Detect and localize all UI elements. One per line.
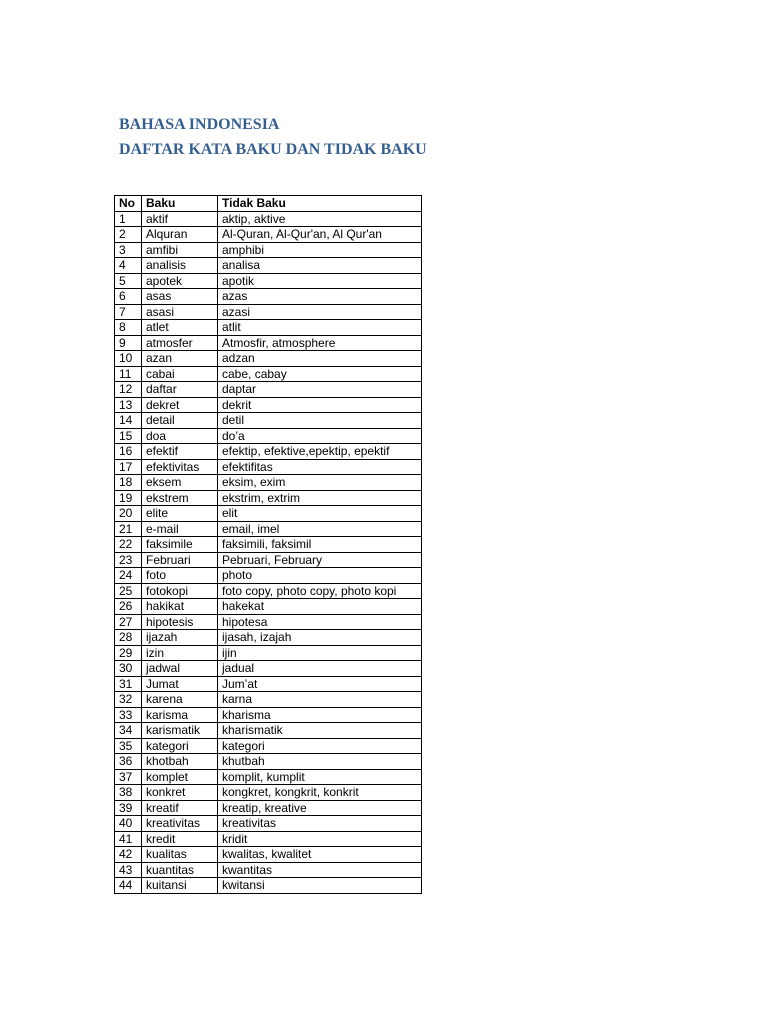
cell-baku: konkret (142, 785, 218, 801)
cell-tidak-baku: karna (218, 692, 422, 708)
cell-no: 33 (115, 707, 142, 723)
cell-tidak-baku: ijin (218, 645, 422, 661)
cell-tidak-baku: kategori (218, 738, 422, 754)
cell-tidak-baku: jadual (218, 661, 422, 677)
table-row (115, 645, 422, 661)
cell-no: 7 (115, 304, 142, 320)
cell-no: 5 (115, 273, 142, 289)
table-header-row (115, 196, 422, 212)
cell-baku: karismatik (142, 723, 218, 739)
cell-no: 30 (115, 661, 142, 677)
cell-tidak-baku: email, imel (218, 521, 422, 537)
document-subtitle: DAFTAR KATA BAKU DAN TIDAK BAKU (119, 141, 427, 158)
table-row (115, 831, 422, 847)
cell-baku: efektif (142, 444, 218, 460)
table-row (115, 800, 422, 816)
cell-no: 3 (115, 242, 142, 258)
header-tidak-baku: Tidak Baku (218, 196, 422, 212)
table-row (115, 304, 422, 320)
table-row (115, 769, 422, 785)
cell-baku: kualitas (142, 847, 218, 863)
table-row (115, 366, 422, 382)
cell-baku: Alquran (142, 227, 218, 243)
cell-baku: dekret (142, 397, 218, 413)
cell-tidak-baku: kongkret, kongkrit, konkrit (218, 785, 422, 801)
cell-no: 4 (115, 258, 142, 274)
cell-baku: elite (142, 506, 218, 522)
cell-baku: analisis (142, 258, 218, 274)
cell-tidak-baku: kridit (218, 831, 422, 847)
cell-no: 19 (115, 490, 142, 506)
table-row (115, 707, 422, 723)
cell-tidak-baku: dekrit (218, 397, 422, 413)
table-row (115, 490, 422, 506)
cell-baku: ijazah (142, 630, 218, 646)
table-row (115, 537, 422, 553)
cell-no: 15 (115, 428, 142, 444)
cell-tidak-baku: foto copy, photo copy, photo kopi (218, 583, 422, 599)
table-row (115, 475, 422, 491)
cell-baku: Jumat (142, 676, 218, 692)
cell-baku: azan (142, 351, 218, 367)
cell-no: 2 (115, 227, 142, 243)
cell-baku: eksem (142, 475, 218, 491)
cell-baku: kategori (142, 738, 218, 754)
cell-tidak-baku: Jum’at (218, 676, 422, 692)
cell-no: 34 (115, 723, 142, 739)
cell-no: 9 (115, 335, 142, 351)
cell-tidak-baku: kharismatik (218, 723, 422, 739)
cell-tidak-baku: daptar (218, 382, 422, 398)
table-row (115, 273, 422, 289)
table-row (115, 661, 422, 677)
cell-no: 23 (115, 552, 142, 568)
table-row (115, 242, 422, 258)
cell-tidak-baku: kwitansi (218, 878, 422, 894)
cell-no: 40 (115, 816, 142, 832)
table-row (115, 459, 422, 475)
cell-baku: kreativitas (142, 816, 218, 832)
table-row (115, 816, 422, 832)
cell-tidak-baku: hakekat (218, 599, 422, 615)
table-row (115, 599, 422, 615)
table-row (115, 878, 422, 894)
cell-baku: Februari (142, 552, 218, 568)
cell-baku: ekstrem (142, 490, 218, 506)
cell-no: 13 (115, 397, 142, 413)
cell-no: 26 (115, 599, 142, 615)
cell-tidak-baku: azasi (218, 304, 422, 320)
table-row (115, 444, 422, 460)
cell-baku: kredit (142, 831, 218, 847)
cell-tidak-baku: amphibi (218, 242, 422, 258)
cell-no: 17 (115, 459, 142, 475)
cell-no: 25 (115, 583, 142, 599)
cell-baku: izin (142, 645, 218, 661)
cell-baku: doa (142, 428, 218, 444)
table-row (115, 738, 422, 754)
cell-no: 44 (115, 878, 142, 894)
cell-tidak-baku: Pebruari, February (218, 552, 422, 568)
cell-no: 8 (115, 320, 142, 336)
cell-no: 20 (115, 506, 142, 522)
cell-tidak-baku: azas (218, 289, 422, 305)
cell-no: 29 (115, 645, 142, 661)
cell-tidak-baku: Al-Quran, Al-Qur'an, Al Qur'an (218, 227, 422, 243)
cell-baku: komplet (142, 769, 218, 785)
cell-no: 22 (115, 537, 142, 553)
table-body (115, 211, 422, 893)
cell-tidak-baku: efektip, efektive,epektip, epektif (218, 444, 422, 460)
cell-baku: karena (142, 692, 218, 708)
cell-tidak-baku: kwantitas (218, 862, 422, 878)
table-row (115, 614, 422, 630)
cell-tidak-baku: eksim, exim (218, 475, 422, 491)
cell-tidak-baku: kwalitas, kwalitet (218, 847, 422, 863)
cell-tidak-baku: hipotesa (218, 614, 422, 630)
word-list-table (114, 195, 422, 894)
cell-no: 12 (115, 382, 142, 398)
cell-tidak-baku: elit (218, 506, 422, 522)
cell-tidak-baku: adzan (218, 351, 422, 367)
cell-baku: karisma (142, 707, 218, 723)
table-row (115, 630, 422, 646)
table-row (115, 785, 422, 801)
table-row (115, 723, 422, 739)
table-row (115, 351, 422, 367)
cell-baku: amfibi (142, 242, 218, 258)
cell-no: 38 (115, 785, 142, 801)
cell-tidak-baku: kreativitas (218, 816, 422, 832)
cell-baku: kuitansi (142, 878, 218, 894)
table-row (115, 552, 422, 568)
cell-no: 37 (115, 769, 142, 785)
cell-baku: asas (142, 289, 218, 305)
table-row (115, 227, 422, 243)
cell-no: 1 (115, 211, 142, 227)
cell-baku: hakikat (142, 599, 218, 615)
table-row (115, 754, 422, 770)
cell-baku: e-mail (142, 521, 218, 537)
cell-tidak-baku: ijasah, izajah (218, 630, 422, 646)
cell-tidak-baku: do’a (218, 428, 422, 444)
cell-no: 43 (115, 862, 142, 878)
table-row (115, 506, 422, 522)
cell-no: 28 (115, 630, 142, 646)
cell-baku: efektivitas (142, 459, 218, 475)
cell-tidak-baku: aktip, aktive (218, 211, 422, 227)
cell-no: 10 (115, 351, 142, 367)
cell-tidak-baku: Atmosfir, atmosphere (218, 335, 422, 351)
table-row (115, 382, 422, 398)
cell-tidak-baku: efektifitas (218, 459, 422, 475)
cell-baku: atmosfer (142, 335, 218, 351)
cell-baku: fotokopi (142, 583, 218, 599)
cell-no: 42 (115, 847, 142, 863)
cell-baku: apotek (142, 273, 218, 289)
cell-baku: aktif (142, 211, 218, 227)
cell-baku: cabai (142, 366, 218, 382)
table-row (115, 521, 422, 537)
cell-no: 11 (115, 366, 142, 382)
table-row (115, 211, 422, 227)
cell-no: 32 (115, 692, 142, 708)
table-row (115, 289, 422, 305)
table-row (115, 676, 422, 692)
cell-tidak-baku: faksimili, faksimil (218, 537, 422, 553)
cell-baku: daftar (142, 382, 218, 398)
cell-tidak-baku: analisa (218, 258, 422, 274)
table-row (115, 258, 422, 274)
cell-baku: kreatif (142, 800, 218, 816)
cell-tidak-baku: komplit, kumplit (218, 769, 422, 785)
table-row (115, 320, 422, 336)
cell-no: 16 (115, 444, 142, 460)
cell-tidak-baku: khutbah (218, 754, 422, 770)
cell-no: 35 (115, 738, 142, 754)
cell-tidak-baku: detil (218, 413, 422, 429)
cell-tidak-baku: kreatip, kreative (218, 800, 422, 816)
cell-tidak-baku: atlit (218, 320, 422, 336)
table-row (115, 583, 422, 599)
cell-baku: asasi (142, 304, 218, 320)
cell-no: 14 (115, 413, 142, 429)
cell-no: 39 (115, 800, 142, 816)
table-row (115, 335, 422, 351)
cell-baku: faksimile (142, 537, 218, 553)
cell-tidak-baku: photo (218, 568, 422, 584)
cell-no: 31 (115, 676, 142, 692)
header-no: No (115, 196, 142, 212)
cell-no: 36 (115, 754, 142, 770)
cell-no: 24 (115, 568, 142, 584)
table-row (115, 428, 422, 444)
table-row (115, 413, 422, 429)
cell-no: 18 (115, 475, 142, 491)
cell-no: 41 (115, 831, 142, 847)
cell-baku: khotbah (142, 754, 218, 770)
cell-tidak-baku: kharisma (218, 707, 422, 723)
cell-baku: jadwal (142, 661, 218, 677)
table-row (115, 847, 422, 863)
cell-no: 6 (115, 289, 142, 305)
table-row (115, 692, 422, 708)
table-row (115, 568, 422, 584)
cell-tidak-baku: ekstrim, extrim (218, 490, 422, 506)
cell-baku: foto (142, 568, 218, 584)
table-row (115, 862, 422, 878)
document-title: BAHASA INDONESIA (119, 116, 280, 133)
header-baku: Baku (142, 196, 218, 212)
cell-baku: atlet (142, 320, 218, 336)
table-row (115, 397, 422, 413)
cell-tidak-baku: cabe, cabay (218, 366, 422, 382)
cell-no: 21 (115, 521, 142, 537)
cell-baku: detail (142, 413, 218, 429)
cell-tidak-baku: apotik (218, 273, 422, 289)
cell-baku: kuantitas (142, 862, 218, 878)
cell-baku: hipotesis (142, 614, 218, 630)
cell-no: 27 (115, 614, 142, 630)
